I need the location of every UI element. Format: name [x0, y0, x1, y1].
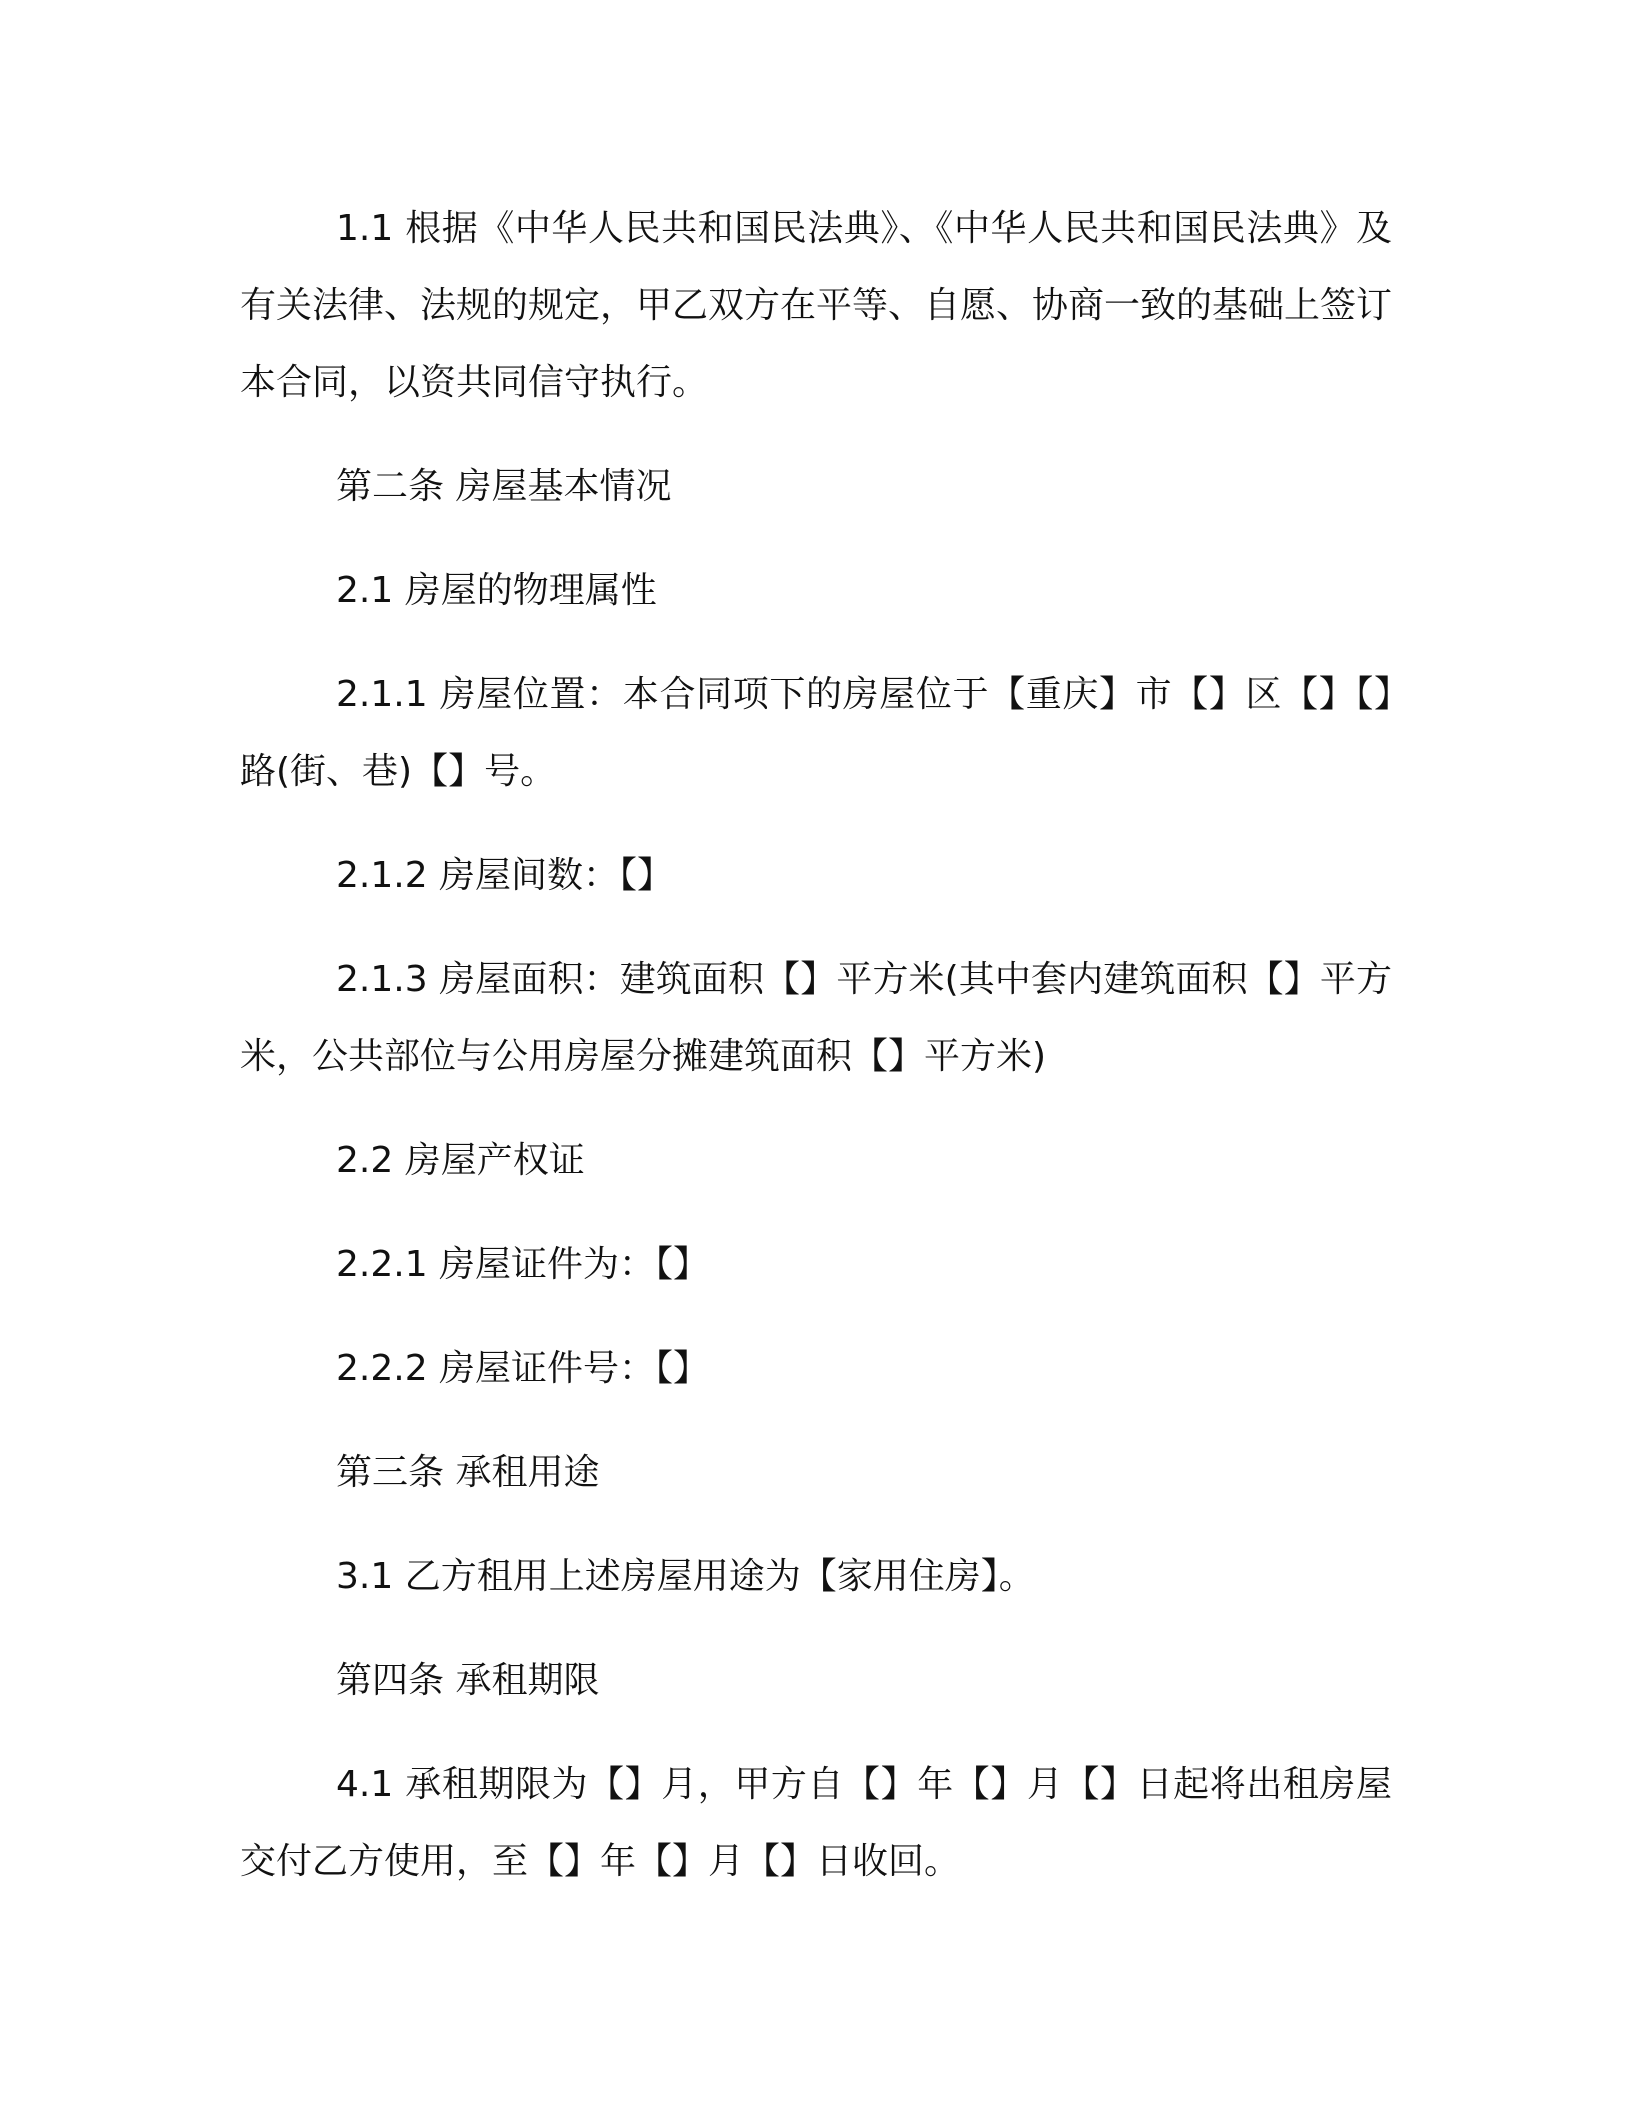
clause-2-2: 2.2 房屋产权证: [336, 1140, 585, 1181]
clause-1-1: 1.1 根据《中华人民共和国民法典》、《中华人民共和国民法典》及有关法律、法规的规定，甲乙双方在平等、自愿、协商一致的基础上签订本合同，以资共同信守执行。: [240, 208, 1393, 403]
article-4-heading: 第四条 承租期限: [336, 1660, 600, 1701]
article-2-heading: 第二条 房屋基本情况: [336, 466, 672, 507]
clause-4-1: 4.1 承租期限为【】月，甲方自【】年【】月【】日起将出租房屋交付乙方使用，至【】年【】月【】日收回。: [240, 1764, 1392, 1882]
clause-2-2-1: 2.2.1 房屋证件为：【】: [336, 1244, 710, 1285]
clause-3-1: 3.1 乙方租用上述房屋用途为【家用住房】。: [336, 1556, 1035, 1597]
article-3-heading: 第三条 承租用途: [336, 1452, 600, 1493]
document-body: [240, 190, 1392, 1927]
clause-2-1-1: 2.1.1 房屋位置：本合同项下的房屋位于【重庆】市【】区【】【】路(街、巷)【】号。: [240, 674, 1392, 792]
clause-2-1-2: 2.1.2 房屋间数：【】: [336, 855, 674, 896]
clause-2-2-2: 2.2.2 房屋证件号：【】: [336, 1348, 710, 1389]
clause-2-1: 2.1 房屋的物理属性: [336, 570, 657, 611]
clause-2-1-3: 2.1.3 房屋面积：建筑面积【】平方米(其中套内建筑面积【】平方米，公共部位与公用房屋分摊建筑面积【】平方米): [240, 959, 1392, 1077]
